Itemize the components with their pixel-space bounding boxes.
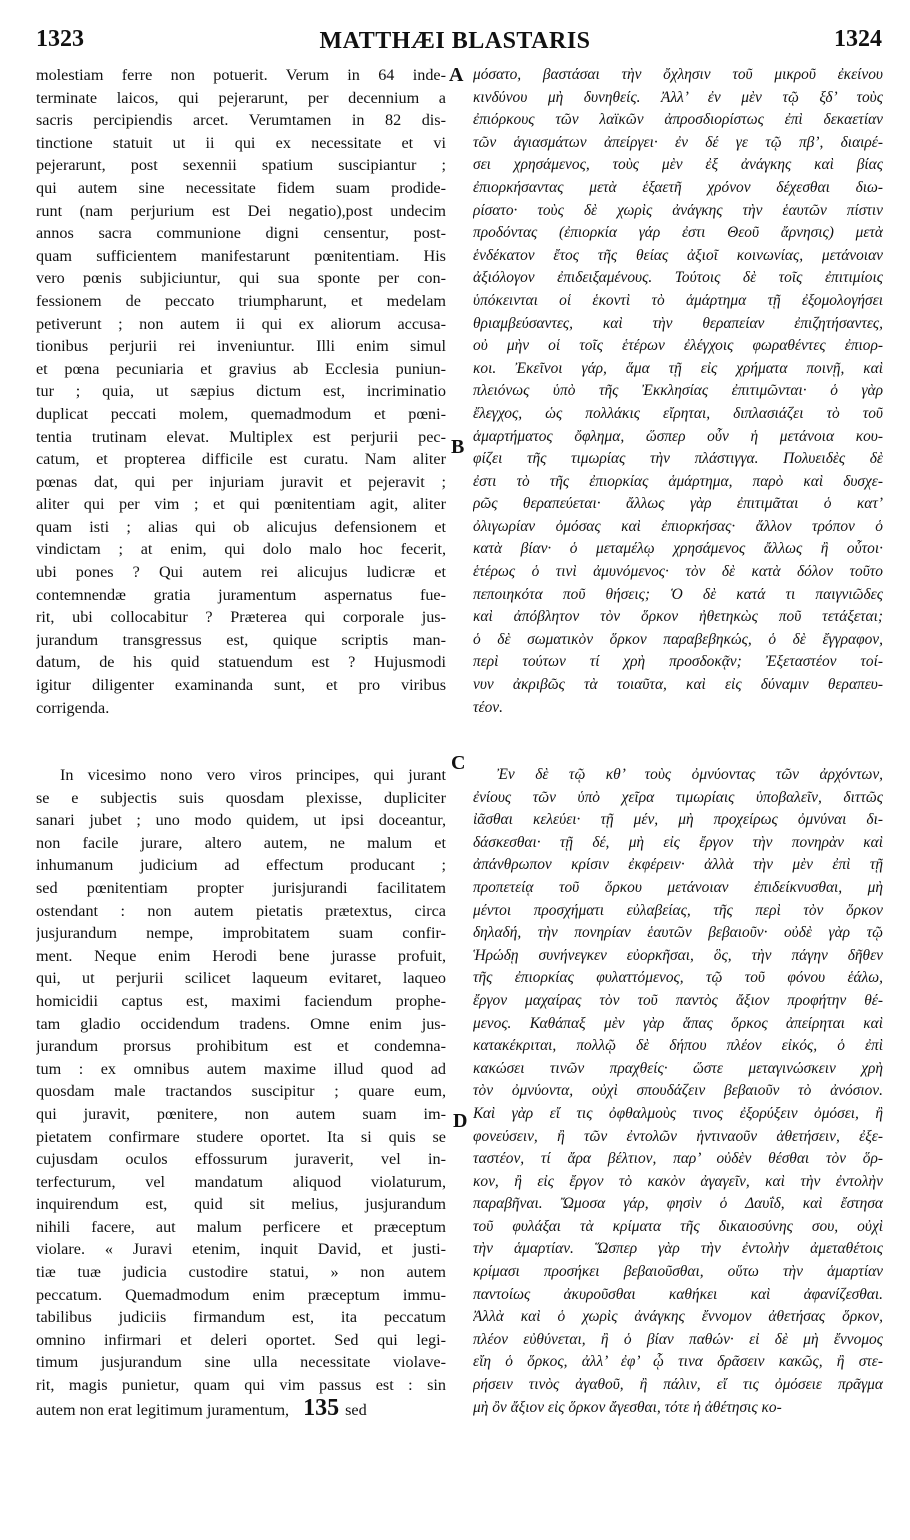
latin-column-top (36, 64, 446, 719)
latin-bottom-line: se e subjectis suis quosdam plexisse, dupliciter (36, 788, 446, 807)
greek-top-line: καὶ ἀπόβλητον τὸν ὅρκον ἠθετηκὼς ποῦ τετάξεται; (473, 608, 883, 626)
latin-top-line: jurandum transgressus est, quique scriptis man- (36, 630, 446, 649)
greek-bottom-line: κρίμασι προσήκει βεβαιοῦσθαι, οὕτω τὴν ἁμαρτίαν (473, 1263, 883, 1281)
latin-top-line: annos sacra communione digni censentur, post- (36, 224, 446, 243)
greek-bottom-line: Καὶ γὰρ εἴ τις ὀφθαλμοὺς τινος ἐξορύξειν ὀμόσει, ἢ (473, 1104, 883, 1122)
latin-bottom-line: nihili facere, aut malum perficere et præceptum (36, 1217, 446, 1236)
latin-top-line: quam isti ; alias qui ob alicujus defensionem et (36, 517, 446, 536)
greek-bottom-line: Ἀλλὰ καὶ ὁ χωρὶς ἀνάγκης ἔννομον ἀθετήσας ὅρκον, (473, 1308, 883, 1326)
greek-top-line: ἀξιόλογον ἐπιδειξαμένους. Τούτοις δὲ τοῖς ἐπιτιμίοις (473, 269, 883, 287)
latin-bottom-line: jurandum prorsus prohibitum est et condemna- (36, 1037, 446, 1056)
latin-top-line: sacris percipiendis arcet. Verumtamen in 82 dis- (36, 111, 446, 130)
greek-bottom-line: ταστέον, τί ἄρα βέλτιον, παρ’ οὐδὲν θέσθαι τὸν ὅρ- (473, 1150, 883, 1168)
latin-bottom-line: omnino infirmari et deleri oportet. Sed qui legi- (36, 1330, 446, 1349)
latin-bottom-line: rit, magis punietur, quam qui vim passus est : sin (36, 1376, 446, 1395)
latin-top-line: pœnas dat, qui per injuriam juravit et pejeravit ; (36, 472, 446, 491)
greek-bottom-line: ἐνίους τῶν ὑπὸ χεῖρα τιμωρίαις ὑποβαλεῖν, διττῶς (473, 788, 883, 806)
latin-bottom-line: ostendant : non autem pietatis prætextus, circa (36, 901, 446, 920)
greek-bottom-line: κον, ἢ εἰς ἔργον τὸ κακὸν ἀγαγεῖν, καὶ τὴν ἐντολὴν (473, 1172, 883, 1190)
greek-top-line: ὑπόκεινται οἱ ἑκοντὶ τὸ ἁμάρτημα τῇ ἐξομολογήσει (473, 291, 883, 309)
greek-bottom-line: ἀπάνθρωπον κρίσιν ἐκφέρειν· ἀλλὰ τὴν μὲν ἐπὶ τῇ (473, 856, 883, 874)
greek-top-line: θριαμβεύσαντες, καὶ τὴν θεραπείαν ἐπιζητήσαντες, (473, 314, 883, 332)
greek-bottom-line: παντοίως ἀκυροῦσθαι καθήκει καὶ ἀφανίζεσθαι. (473, 1285, 883, 1303)
latin-bottom-line: ment. Neque enim Herodi bene jurasse profuit, (36, 946, 446, 965)
greek-top-line: προδόντας (ἐπιορκία γάρ ἐστι Θεοῦ ἄρνησις) μετὰ (473, 224, 883, 242)
latin-top-line: rit, ubi collocabitur ? Præterea qui corporale jus- (36, 608, 446, 627)
greek-top-line: νυν ἀκριβῶς τὰ τοιαῦτα, καὶ εἰς δύναμιν θεραπευ- (473, 676, 883, 694)
latin-bottom-line: non facile jurare, altero autem, ne malum et (36, 833, 446, 852)
greek-top-line: κινδύνου μὴ δυνηθείς. Ἀλλ’ ἐν μὲν τῷ ξδ’ τοὺς (473, 88, 883, 106)
latin-top-line: fessionem de peccato triumpharunt, et medelam (36, 291, 446, 310)
greek-bottom-line: φονεύσειν, ἢ τῶν ἐντολῶν ἡντιναοῦν ἀθετήσειν, ἐξε- (473, 1127, 883, 1145)
greek-top-line: κατὰ βίαν· ὁ μεταμέλῳ χρησάμενος ἄλλως ἢ οὗτοι· (473, 540, 883, 558)
latin-bottom-line: quosdam male tractandos suscipitur ; quare eum, (36, 1082, 446, 1101)
latin-bottom-line: timum jusjurandum sine ulla necessitate violave- (36, 1353, 446, 1372)
section-marker-b: B (451, 436, 465, 458)
greek-bottom-line: Ἡρώδῃ συνήνεγκεν εὐορκῆσαι, ὃς, τὴν πάγην δῆθεν (473, 946, 883, 964)
latin-bottom-tail: sed (345, 1400, 367, 1419)
latin-top-line: terminate laicos, qui pejerarunt, per decennium a (36, 88, 446, 107)
latin-top-line: petiverunt ; non autem ii qui ex aliorum accusa- (36, 314, 446, 333)
section-marker-c: C (451, 752, 466, 774)
latin-bottom-line: inquirendum est, quid sit melius, jusjurandum (36, 1195, 446, 1214)
greek-bottom-line: ἰᾶσθαι κελεύει· τῇ μέν, μὴ προχείρως ὀμνύναι δι- (473, 811, 883, 829)
page-number-left: 1323 (36, 26, 84, 52)
latin-column-bottom (36, 764, 446, 1419)
running-header (22, 18, 888, 58)
section-marker-a: A (449, 64, 464, 86)
latin-bottom-line: terfecturum, vel mandatum aliquod violaturum, (36, 1172, 446, 1191)
greek-bottom-line: Ἐν δὲ τῷ κθ’ τοὺς ὀμνύοντας τῶν ἀρχόντων, (497, 766, 883, 783)
greek-bottom-line: ἔργον μαχαίρας τὸν τοῦ παντὸς ἄξιον προφήτην θέ- (473, 991, 883, 1009)
latin-top-line: corrigenda. (36, 698, 110, 717)
greek-top-line: ἁμαρτήματος ὄφλημα, ὥσπερ οὖν ἡ μετάνοια κου- (473, 427, 883, 445)
folio-number: 135 (303, 1396, 340, 1420)
latin-bottom-line: jusjurandum nempe, improbitatem suam confir- (36, 924, 446, 943)
latin-top-line: vindictam ; at enim, qui dolo malo hoc fecerit, (36, 540, 446, 559)
greek-bottom-line: τὴν ἁμαρτίαν. Ὥσπερ γὰρ τὴν ἐντολὴν ἀμεταθέτοις (473, 1240, 883, 1258)
latin-top-line: vero pœnis subjiciuntur, qui sua sponte per con- (36, 269, 446, 288)
greek-top-line: ρίσατο· τοὺς δὲ χωρὶς ἀνάγκης τὴν ἑαυτῶν πίστιν (473, 201, 883, 219)
greek-bottom-line: πλέον εὐθύνεται, ἢ ὁ βίαν παθών· εἰ δὲ μὴ ἔννομος (473, 1330, 883, 1348)
greek-top-line: περὶ τούτων τί χρὴ προσδοκᾷν; Ἐξεταστέον τοί- (473, 653, 883, 671)
greek-bottom-line: τὸν ὀμνύοντα, οὐχὶ σπουδάζειν βεβαιοῦν τὸ ἀνόσιον. (473, 1082, 883, 1100)
greek-bottom-line: εἴη ὁ ὅρκος, ἀλλ’ ἐφ’ ᾧ τινα δρᾶσειν κακῶς, ἢ στε- (473, 1353, 883, 1371)
latin-top-line: aliter qui per vim ; et qui pœnitentiam agit, aliter (36, 495, 446, 514)
latin-top-line: tionibus perjurii rei inveniuntur. Illi enim simul (36, 337, 446, 356)
latin-bottom-line: tiæ tuæ judicia custodire statui, » non autem (36, 1263, 446, 1282)
latin-top-line: duplicat peccati molem, quemadmodum et pœni- (36, 404, 446, 423)
latin-top-line: igitur diligenter examinanda sunt, et pro viribus (36, 676, 446, 695)
latin-bottom-line: tabilibus judiciis firmandum est, ita peccatum (36, 1308, 446, 1327)
greek-top-line: οὐ μὴν οἱ τοῖς ἑτέρων ἐλέγχοις φωραθέντες ἐπιορ- (473, 337, 883, 355)
latin-top-line: tentia trutinam elevat. Multiplex est perjurii pec- (36, 427, 446, 446)
greek-bottom-line: παραβῆναι. Ὤμοσα γάρ, φησὶν ὁ Δαυΐδ, καὶ ἔστησα (473, 1195, 883, 1213)
greek-top-line: φίζει τῆς τιμωρίας τὴν πλάστιγγα. Πολυειδὲς δὲ (473, 450, 883, 468)
latin-top-line: tinctione statuit ut ii qui ex necessitate et vi (36, 133, 446, 152)
latin-bottom-line: tum : ex omnibus autem maxime illud quod ad (36, 1059, 446, 1078)
greek-bottom-line: τοῦ φυλάξαι τὰ κρίματα τῆς δικαιοσύνης σου, οὐχὶ (473, 1217, 883, 1235)
latin-top-line: contemnendæ gratia juramentum aspernatus fue- (36, 585, 446, 604)
greek-bottom-line: μενος. Καθάπαξ μὲν γὰρ ἅπας ὅρκος ἀπείρηται καὶ (473, 1014, 883, 1032)
latin-top-line: datum, de his quid statuendum est ? Hujusmodi (36, 653, 446, 672)
greek-top-line: ἐστι τὸ τῆς ἐπιορκίας ἁμάρτημα, παρὸ καὶ δυσχε- (473, 472, 883, 490)
latin-bottom-line: autem non erat legitimum juramentum, (36, 1400, 290, 1419)
greek-top-line: πεποιηκότα ποῦ θήσεις; Ὁ δὲ κατά τι παιγνιῶδες (473, 585, 883, 603)
greek-bottom-line: μὴ ὂν ἄξιον εἰς ὅρκον ἄγεσθαι, τότε ἡ ἀθέτησις κο- (473, 1398, 782, 1416)
latin-top-line: molestiam ferre non potuerit. Verum in 64 inde- (36, 66, 446, 84)
latin-bottom-line: sanari jubet ; uno modo quidem, ut ipsi doceantur, (36, 811, 446, 830)
greek-bottom-line: τῆς ἐπιορκίας φυλαττόμενος, τῷ τοῦ φόνου ἑάλω, (473, 969, 883, 987)
greek-top-line: ὁ δὲ σωματικὸν ὅρκον παραβεβηκώς, ὁ δὲ ἔγγραφον, (473, 630, 883, 648)
latin-top-line: ubi pones ? Qui autem rei alicujus ludicræ et (36, 563, 446, 582)
latin-bottom-line: sed pœnitentiam propter jurisjurandi facilitatem (36, 878, 446, 897)
latin-top-line: tur ; quia, ut sæpius dictum est, incriminatio (36, 382, 446, 401)
greek-top-line: ἑτέρως ὁ τινὶ ἀμυνόμενος· τὸν δὲ κατὰ δόλον τοῦτο (473, 563, 883, 581)
greek-top-line: πλειόνως ὑπὸ τῆς Ἐκκλησίας ἐπιτιμῶνται· ὁ γὰρ (473, 382, 883, 400)
latin-top-line: pejerarunt, post sexennii spatium suscipiantur ; (36, 156, 446, 175)
greek-top-line: ρῶς θεραπεύεται· ἄλλως γὰρ ἐπιτιμᾶται ὁ κατ’ (473, 495, 883, 513)
greek-top-line: ἐπιόρκους τῶν λαϊκῶν ἀπροσδιορίστως ἐπὶ δεκαετίαν (473, 111, 883, 129)
greek-bottom-line: κατακέκριται, πολλῷ δὲ δήπου πλέον εἰκός, ὁ ἐπὶ (473, 1037, 883, 1055)
section-marker-d: D (453, 1110, 468, 1132)
latin-bottom-line: qui, ut perjurii scilicet laqueum evitaret, laqueo (36, 969, 446, 988)
latin-bottom-line: cujusdam oculos effossurum juraverit, vel in- (36, 1150, 446, 1169)
running-title: MATTHÆI BLASTARIS (319, 28, 591, 54)
greek-top-line: ἑνδέκατον ἔτος τῆς θείας ἀξιοῖ κοινωνίας, μετάνοιαν (473, 246, 883, 264)
latin-bottom-line: inhumanum judicium ad effectum producant ; (36, 856, 446, 875)
latin-top-line: et pœna pecuniaria et gravius ab Ecclesia puniun- (36, 359, 446, 378)
latin-bottom-line: In vicesimo nono vero viros principes, qui jurant (60, 766, 446, 784)
page-number-right: 1324 (834, 26, 882, 52)
latin-bottom-line: peccatum. Quemadmodum enim præceptum immu- (36, 1285, 446, 1304)
greek-column-top (473, 64, 883, 719)
greek-bottom-line: κακώσει τινῶν πραχθείς· ὥστε μεταγινώσκειν χρὴ (473, 1059, 883, 1077)
greek-column-bottom (473, 764, 883, 1419)
latin-bottom-line: homicidii captus est, maximi faciendum prophe- (36, 991, 446, 1010)
latin-top-line: catum, et propterea difficile est curatu. Nam aliter (36, 450, 446, 469)
greek-bottom-line: μέντοι προσχήματι εὐλαβείας, τῆς περὶ τὸν ὅρκον (473, 901, 883, 919)
greek-bottom-line: προπετείᾳ τοῦ ὅρκου μετάνοιαν ἐπιδείκνυσθαι, μὴ (473, 878, 883, 896)
greek-top-line: ἐπιορκήσαντας μετὰ ἑξαετῆ χρόνον δέχεσθαι διω- (473, 178, 883, 196)
latin-bottom-final-line (36, 1397, 446, 1420)
greek-top-line: τέον. (473, 698, 503, 716)
greek-top-line: σει χρησάμενος, τοὺς μὲν ἐξ ἀνάγκης καὶ βίας (473, 156, 883, 174)
latin-top-line: qui autem sine necessitate fidem suam prodide- (36, 178, 446, 197)
greek-top-line: τῶν ἁγιασμάτων ἀπείργει· ἐν δέ γε τῷ πβ’, διαιρέ- (473, 133, 883, 151)
greek-top-line: ἔλεγχος, ὡς πολλάκις εἴρηται, διπλασιάζει τὸ τοῦ (473, 404, 883, 422)
greek-bottom-line: δηλαδή, τὴν πονηρίαν ἑαυτῶν βεβαιοῦν· οὐδὲ γὰρ τῷ (473, 924, 883, 942)
latin-bottom-line: qui juravit, pœnitere, non autem suam im- (36, 1104, 446, 1123)
greek-top-line: κοι. Ἐκεῖνοι γάρ, ἅμα τῇ εἰς χρήματα ποινῇ, καὶ (473, 359, 883, 377)
latin-top-line: runt (nam perjurium est Dei negatio),post undecim (36, 201, 446, 220)
latin-bottom-line: pietatem confirmare studere oportet. Ita si quis se (36, 1127, 446, 1146)
greek-bottom-line: δάσκεσθαι· τῇ δέ, μὴ εἰς ἔργον τὴν πονηρὰν καὶ (473, 833, 883, 851)
latin-bottom-line: violare. « Juravi etenim, inquit David, et justi- (36, 1240, 446, 1259)
greek-top-line: ὀλιγωρίαν ὀμόσας καὶ ἐπιορκήσας· ἄλλον τρόπον ὁ (473, 517, 883, 535)
latin-top-line: quam sufficientem manifestarunt pœnitentiam. His (36, 246, 446, 265)
greek-bottom-line: ρήσειν τινὸς ἀγαθοῦ, ἢ πάλιν, εἴ τις ὀμόσειε πρᾶγμα (473, 1376, 883, 1394)
greek-top-line: μόσατο, βαστάσαι τὴν ὄχλησιν τοῦ μικροῦ ἐκείνου (473, 66, 883, 83)
latin-bottom-line: tam gladio occidendum tradens. Omne enim jus- (36, 1014, 446, 1033)
